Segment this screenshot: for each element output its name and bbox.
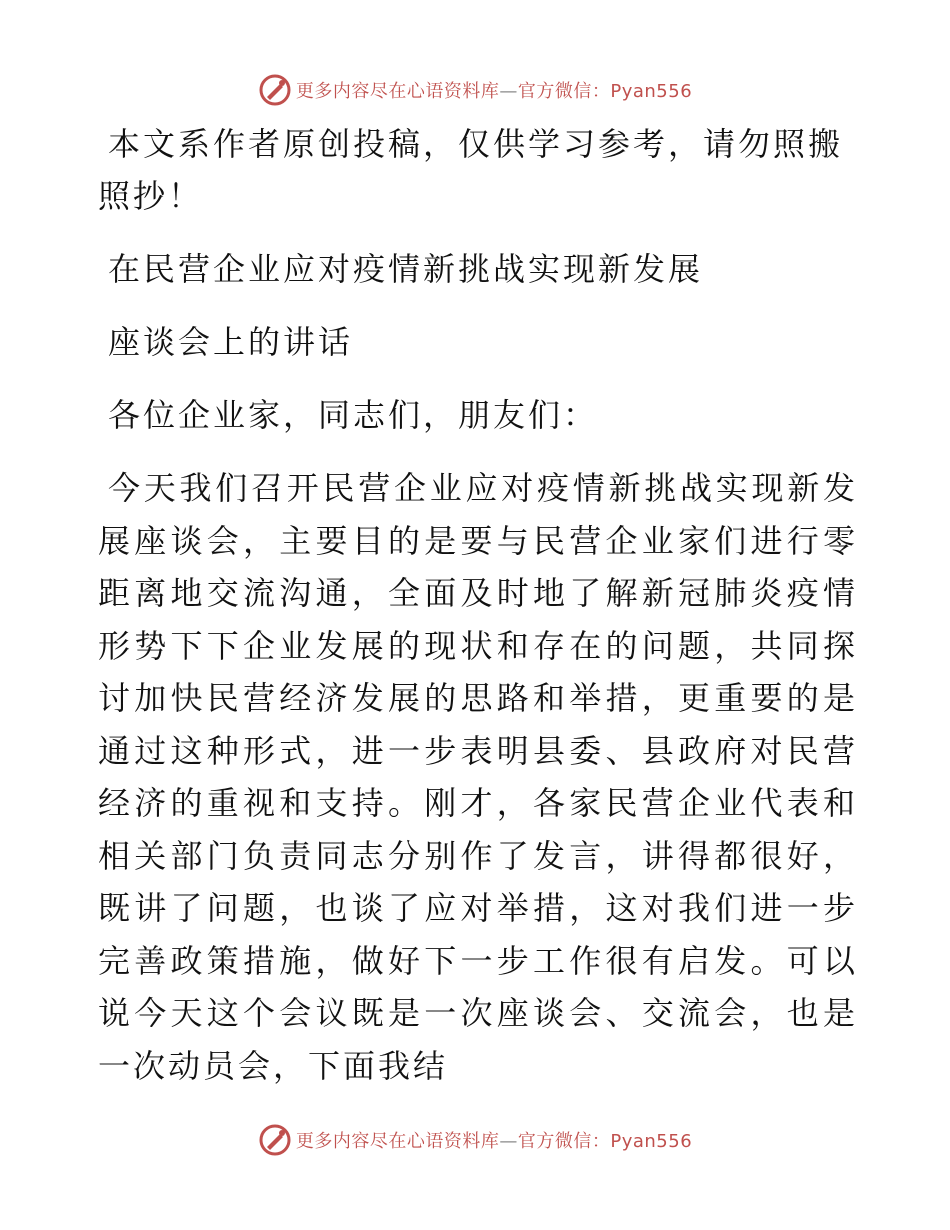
pen-seal-icon	[258, 1123, 292, 1157]
watermark-site: 更多内容尽在心语资料库	[295, 81, 500, 102]
footer-watermark	[0, 1122, 950, 1158]
document-body	[98, 118, 858, 1092]
paragraph: 今天我们召开民营企业应对疫情新挑战实现新发展座谈会，主要目的是要与民营企业家们进行零距离地交流沟通，全面及时地了解新冠肺炎疫情形势下下企业发展的现状和存在的问题，共同探讨加快民营经济发展的思路和举措，更重要的是通过这种形式，进一步表明县委、县政府对民营经济的重视和支持。刚才，各家民营企业代表和相关部门负责同志分别作了发言，讲得都很好，既讲了问题，也谈了应对举措，这对我们进一步完善政策措施，做好下一步工作很有启发。可以说今天这个会议既是一次座谈会、交流会，也是一次动员会，下面我结	[98, 469, 858, 1085]
watermark-text	[296, 77, 692, 103]
title-line-1: 在民营企业应对疫情新挑战实现新发展	[108, 250, 704, 288]
watermark-separator: —	[499, 1131, 518, 1152]
salutation: 各位企业家，同志们，朋友们：	[108, 396, 599, 434]
title-line-2: 座谈会上的讲话	[108, 323, 354, 361]
watermark-separator: —	[499, 81, 518, 102]
header-watermark	[0, 72, 950, 108]
watermark-account: Pyan556	[610, 1131, 693, 1152]
pen-seal-icon	[258, 73, 292, 107]
watermark-official: 官方微信：	[517, 1131, 611, 1152]
watermark-official: 官方微信：	[517, 81, 611, 102]
watermark-site: 更多内容尽在心语资料库	[295, 1131, 500, 1152]
watermark-account: Pyan556	[610, 81, 693, 102]
watermark-text	[296, 1127, 692, 1153]
copyright-notice: 本文系作者原创投稿，仅供学习参考，请勿照搬照抄！	[98, 125, 844, 215]
